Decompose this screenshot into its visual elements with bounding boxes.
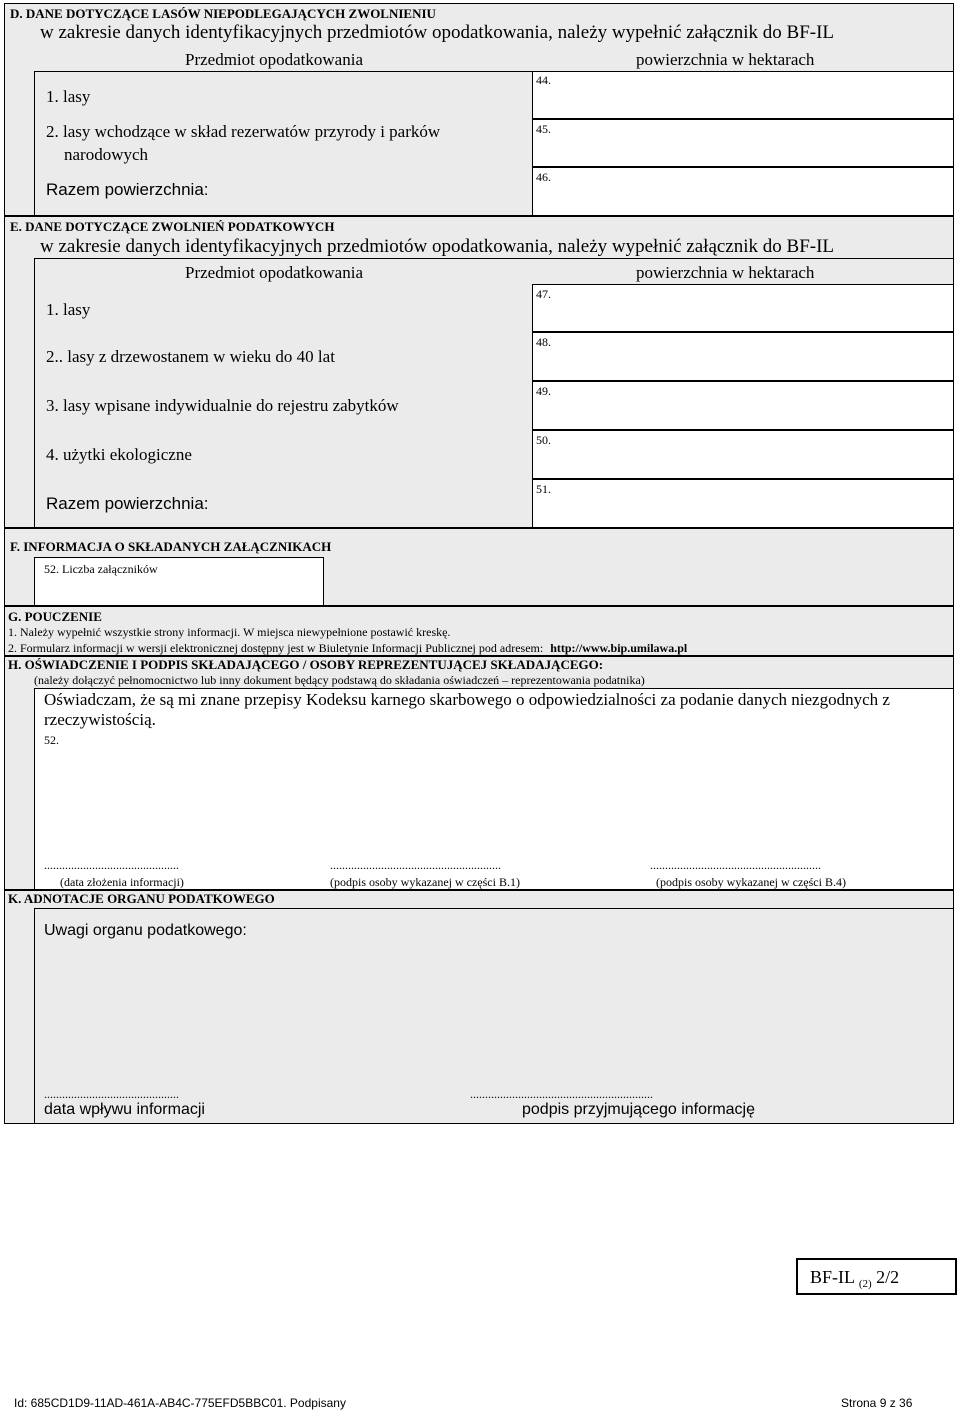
signature-b4-dots: ......................................................... [650,858,821,872]
receipt-date-dots: ............................................. [44,1087,179,1101]
authority-remarks-label: Uwagi organu podatkowego: [44,922,247,939]
signature-b1-dots: ......................................................... [330,858,501,872]
form-id-name: BF-IL [810,1267,855,1287]
instruction-2-text: 2. Formularz informacji w wersji elektronicznej dostępny jest w Biuletynie Informacji Publicznej pod adresem: [8,641,544,655]
signature-b1-label: (podpis osoby wykazanej w części B.1) [330,875,520,889]
field-49-number: 49. [536,384,551,398]
section-e-col-area: powierzchnia w hektarach [636,263,815,282]
section-e-row-1-label: 1. lasy [46,300,91,319]
section-e-title: E. DANE DOTYCZĄCE ZWOLNIEŃ PODATKOWYCH [10,219,335,234]
section-e-total-label: Razem powierzchnia: [46,494,209,513]
signature-b4-label: (podpis osoby wykazanej w części B.4) [656,875,846,889]
field-49-area[interactable] [532,381,954,430]
field-50-number: 50. [536,433,551,447]
field-45-number: 45. [536,122,551,136]
field-51-number: 51. [536,482,551,496]
field-47-area[interactable] [532,284,954,332]
section-e-row-2-label: 2.. lasy z drzewostanem w wieku do 40 lat [46,347,335,366]
section-k-title: K. ADNOTACJE ORGANU PODATKOWEGO [8,891,275,906]
section-f-title: F. INFORMACJA O SKŁADANYCH ZAŁĄCZNIKACH [10,539,332,554]
form-id-sub: (2) [858,1278,872,1290]
instruction-2 [8,641,687,656]
field-44-area[interactable] [532,71,954,119]
section-h-note: (należy dołączyć pełnomocnictwo lub inny dokument będący podstawą do składania oświadczeń – reprezentowania podatnika) [34,673,645,687]
statement-line-1: Oświadczam, że są mi znane przepisy Kodeksu karnego skarbowego o odpowiedzialności za podanie danych niezgodnych z [44,690,890,709]
field-45-area[interactable] [532,119,954,167]
form-id-text [810,1267,899,1290]
section-e-subtitle: w zakresie danych identyfikacyjnych przedmiotów opodatkowania, należy wypełnić załącznik do BF-IL [40,236,835,257]
receiver-signature-label: podpis przyjmującego informację [522,1101,755,1118]
section-d-total-label: Razem powierzchnia: [46,180,209,199]
field-48-number: 48. [536,335,551,349]
section-d-title: D. DANE DOTYCZĄCE LASÓW NIEPODLEGAJĄCYCH ZWOLNIENIU [10,6,436,21]
section-g-title: G. POUCZENIE [8,609,102,624]
receipt-date-label: data wpływu informacji [44,1101,205,1118]
field-48-area[interactable] [532,332,954,381]
section-h-title: H. OŚWIADCZENIE I PODPIS SKŁADAJĄCEGO / OSOBY REPREZENTUJĄCEJ SKŁADAJĄCEGO: [8,657,604,672]
instruction-1: 1. Należy wypełnić wszystkie strony informacji. W miejsca niewypełnione postawić kreskę. [8,625,451,639]
form-id-box [796,1258,957,1295]
section-e-row-4-label: 4. użytki ekologiczne [46,445,192,464]
section-e-row-3-label: 3. lasy wpisane indywidualnie do rejestru zabytków [46,396,399,415]
field-51-area[interactable] [532,479,954,528]
section-d-row-2-label-line-1: 2. lasy wchodzące w skład rezerwatów przyrody i parków [46,122,441,141]
date-submission-dots: ............................................. [44,858,179,872]
section-d-col-subject: Przedmiot opodatkowania [185,50,363,69]
field-46-number: 46. [536,170,551,184]
signature-field-number: 52. [44,733,59,747]
section-d-row-2-label-line-2: narodowych [64,145,149,164]
attachments-count-label: 52. Liczba załączników [44,562,158,576]
footer-page-number: Strona 9 z 36 [841,1396,913,1410]
bip-url-link[interactable]: http://www.bip.umilawa.pl [550,641,688,655]
section-d-row-1-label: 1. lasy [46,87,91,106]
footer-document-id: Id: 685CD1D9-11AD-461A-AB4C-775EFD5BBC01. Podpisany [14,1396,346,1410]
section-d-col-area: powierzchnia w hektarach [636,50,815,69]
field-46-area[interactable] [532,167,954,216]
receiver-signature-dots: ............................................................. [470,1087,653,1101]
date-submission-label: (data złożenia informacji) [60,875,184,889]
field-47-number: 47. [536,287,551,301]
statement-line-2: rzeczywistością. [44,710,156,729]
field-44-number: 44. [536,73,551,87]
section-d-subtitle: w zakresie danych identyfikacyjnych przedmiotów opodatkowania, należy wypełnić załącznik do BF-IL [40,22,835,43]
field-50-area[interactable] [532,430,954,479]
form-id-page: 2/2 [876,1267,900,1287]
section-e-col-subject: Przedmiot opodatkowania [185,263,363,282]
